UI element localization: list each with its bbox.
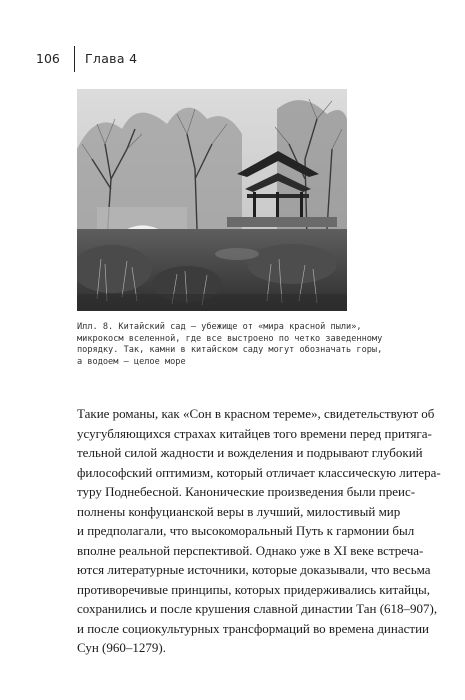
body-line: Такие романы, как «Сон в красном тереме», свидетельствуют об xyxy=(77,406,435,421)
caption-line: порядку. Так, камни в китайском саду могут обозначать горы, xyxy=(77,345,383,355)
caption-line: микрокосм вселенной, где все выстроено по четко заведенному xyxy=(77,333,383,344)
body-line: и после социокультурных трансформаций во времена династии xyxy=(77,620,429,636)
caption-line: а водоем — целое море xyxy=(77,356,186,367)
body-line: сохранились и после крушения славной династии Тан (618–907), xyxy=(77,601,438,616)
page-number: 106 xyxy=(36,51,60,66)
caption-line: Илл. 8. Китайский сад — убежище от «мира красной пыли», xyxy=(77,322,362,332)
body-line: полнены конфуцианской веры в лучший, милостивый мир xyxy=(77,503,401,519)
body-line: тельной силой жадности и вожделения и подрывают глубокий xyxy=(77,445,423,460)
body-line: философский оптимизм, который отличает классическую литера- xyxy=(77,464,441,480)
running-header xyxy=(0,46,465,70)
chapter-title: Глава 4 xyxy=(85,51,138,66)
header-divider xyxy=(74,46,75,72)
body-line: Сун (960–1279). xyxy=(77,640,166,655)
body-line: усугубляющихся страхах китайцев того времени перед притяга- xyxy=(77,425,432,441)
body-line: вполне реальной перспективой. Однако уже в XI веке встреча- xyxy=(77,542,424,558)
garden-photo xyxy=(77,89,347,311)
body-paragraph xyxy=(77,404,441,658)
body-line: ются литературные источники, которые доказывали, что весьма xyxy=(77,562,431,577)
body-line: и предполагали, что высокоморальный Путь к гармонии был xyxy=(77,523,415,538)
body-line: туру Поднебесной. Канонические произведения были преис- xyxy=(77,484,416,499)
figure-caption xyxy=(77,322,383,368)
body-line: противоречивые принципы, которых придерживались китайцы, xyxy=(77,581,431,597)
